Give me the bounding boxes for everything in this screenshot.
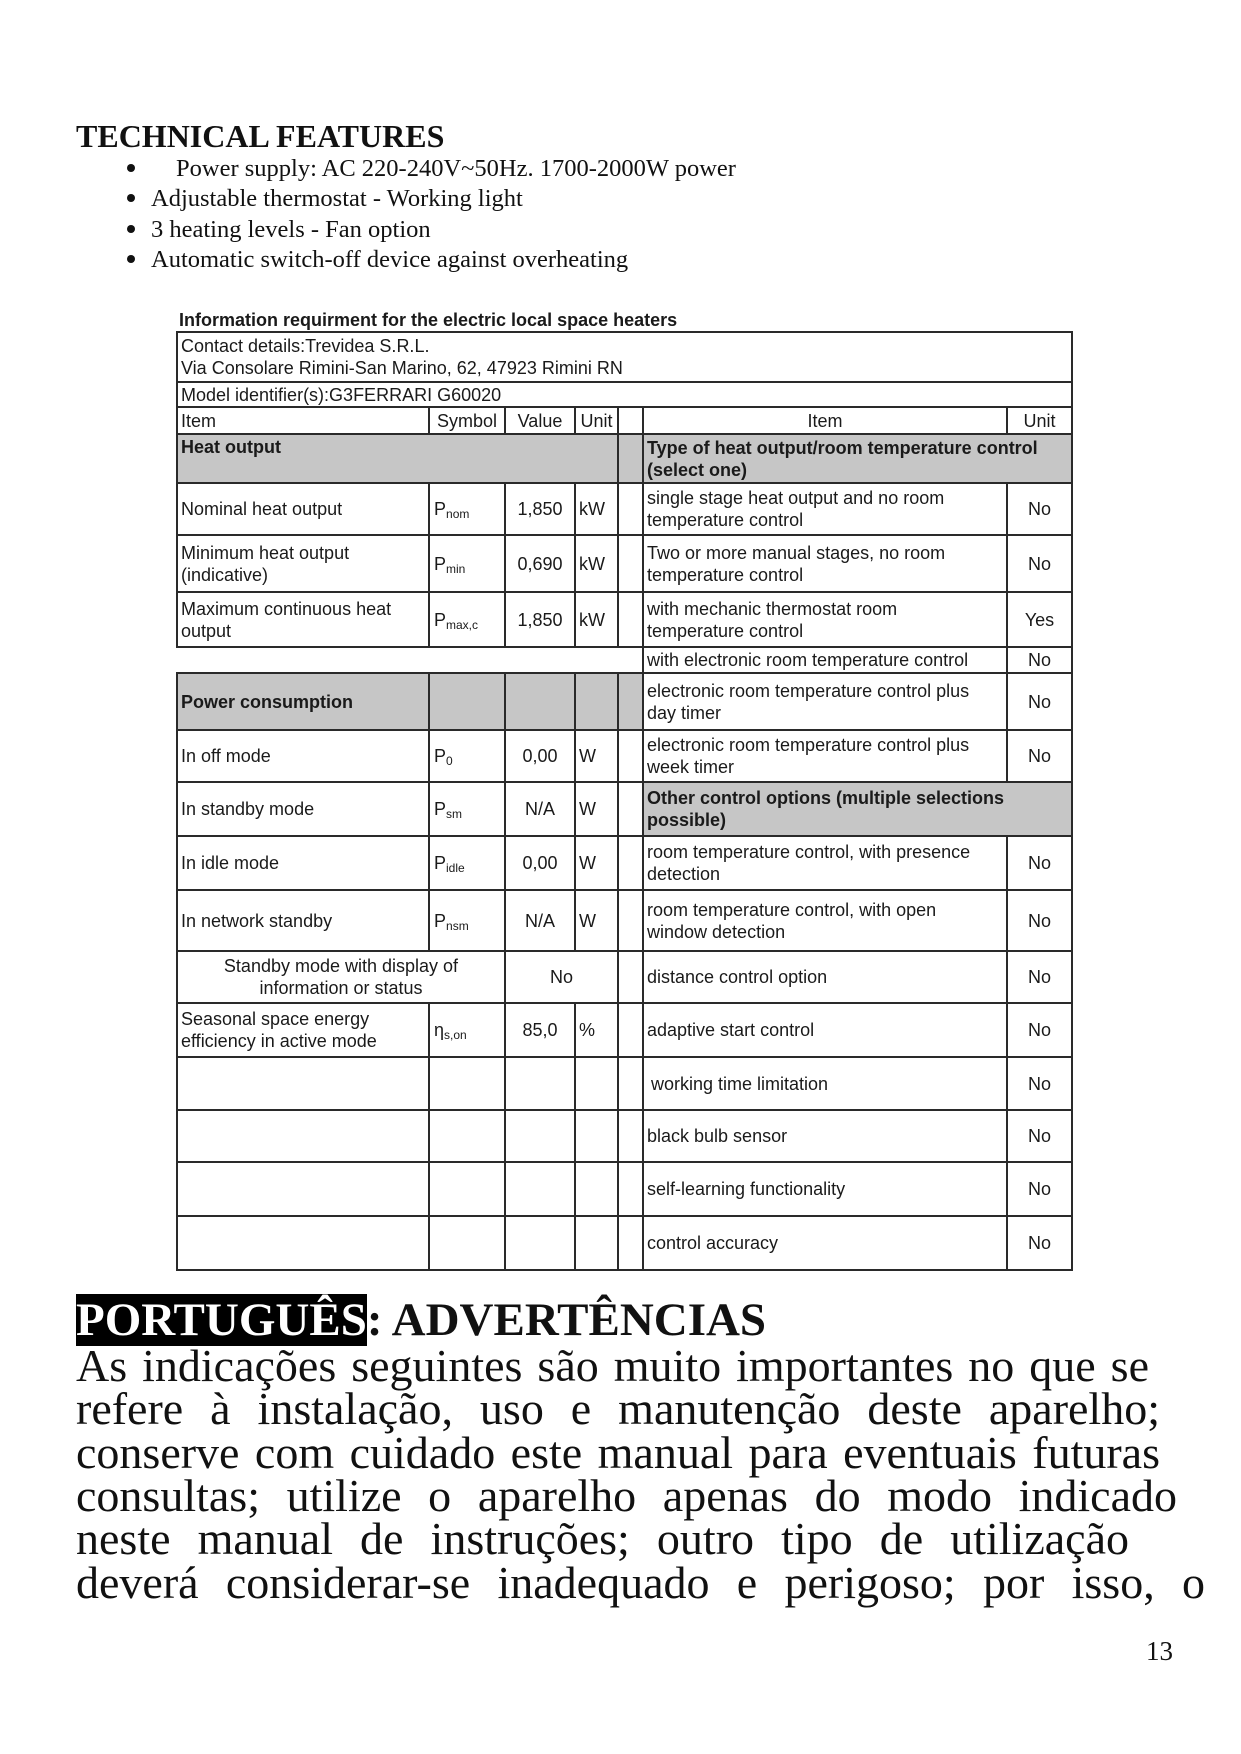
header-item: Item — [177, 407, 429, 434]
value-cell: N/A — [505, 782, 575, 836]
control-item-label: room temperature control, with presence — [647, 842, 971, 862]
empty-cell — [177, 1057, 429, 1110]
symbol-cell — [429, 730, 505, 782]
table-row — [177, 1057, 1072, 1110]
symbol-base: P — [434, 746, 447, 766]
control-item-label: self-learning functionality — [647, 1179, 846, 1199]
control-item-cell — [643, 1110, 1007, 1162]
header-unit: Unit — [575, 407, 618, 434]
control-item-label: week timer — [647, 757, 735, 777]
unit-cell: kW — [575, 483, 618, 535]
control-item-label: window detection — [647, 921, 786, 942]
symbol-subscript: sm — [446, 807, 463, 821]
feature-item — [0, 184, 1100, 214]
control-item-label: working time limitation — [651, 1073, 829, 1094]
control-item-cell — [643, 730, 1007, 782]
control-item-cell — [643, 535, 1007, 592]
item-cell — [177, 836, 429, 890]
empty-cell — [575, 1110, 618, 1162]
language-label: PORTUGUÊS — [76, 1294, 367, 1346]
symbol-cell — [429, 483, 505, 535]
feature-item — [0, 154, 1100, 184]
control-item-cell — [643, 673, 1007, 730]
value-cell: 0,690 — [505, 535, 575, 592]
unit-cell: % — [575, 1003, 618, 1057]
unit-cell: W — [575, 890, 618, 951]
unit-cell: kW — [575, 592, 618, 647]
empty-cell — [505, 673, 575, 730]
control-item-cell — [643, 483, 1007, 535]
control-item-label: black bulb sensor — [647, 1126, 788, 1146]
other-control-title-line: Other control options (multiple selections — [647, 788, 1005, 808]
spacer-cell — [618, 951, 643, 1003]
spacer-cell — [618, 434, 643, 483]
bullet-icon — [127, 225, 135, 233]
value-cell: 85,0 — [505, 1003, 575, 1057]
control-value-cell: No — [1007, 1216, 1072, 1270]
item-label: In network standby — [181, 910, 333, 931]
item-label: (indicative) — [181, 564, 269, 585]
power-consumption-title: Power consumption — [177, 673, 429, 730]
value-cell: 1,850 — [505, 483, 575, 535]
table-row — [177, 535, 1072, 592]
item-cell — [177, 535, 429, 592]
spacer-cell — [618, 1057, 643, 1110]
control-item-cell — [643, 951, 1007, 1003]
value-cell: 0,00 — [505, 730, 575, 782]
control-item-cell — [643, 592, 1007, 647]
warning-text: deverá considerar-se inadequado e perigoso; por isso, o — [76, 1556, 1205, 1608]
item-cell — [177, 592, 429, 647]
table-row — [177, 1216, 1072, 1270]
control-item-cell — [643, 836, 1007, 890]
control-item-label: distance control option — [647, 967, 828, 987]
warning-text-line — [76, 1469, 1177, 1521]
warning-text-line — [76, 1513, 1129, 1565]
feature-text: Adjustable thermostat - Working light — [151, 185, 523, 213]
control-item-label: adaptive start control — [647, 1020, 815, 1040]
control-item-cell — [643, 1216, 1007, 1270]
empty-cell — [575, 1057, 618, 1110]
symbol-cell — [429, 836, 505, 890]
section-row — [177, 434, 1072, 483]
heater-info-table — [176, 331, 1073, 1271]
empty-cell — [429, 1162, 505, 1216]
symbol-subscript: 0 — [446, 754, 453, 768]
control-item-label: control accuracy — [647, 1233, 779, 1253]
unit-cell: kW — [575, 535, 618, 592]
item-label: In off mode — [181, 746, 271, 766]
control-value-cell: Yes — [1007, 592, 1072, 647]
control-item-label: with mechanic thermostat room — [647, 598, 898, 619]
table-row — [177, 483, 1072, 535]
warning-text-line — [76, 1426, 1160, 1478]
spacer-cell — [618, 592, 643, 647]
item-label: output — [181, 620, 232, 641]
other-control-title — [643, 782, 1072, 836]
control-value-cell: No — [1007, 647, 1072, 673]
empty-cell — [505, 1057, 575, 1110]
control-item-label: Two or more manual stages, no room — [647, 542, 946, 563]
control-value-cell: No — [1007, 951, 1072, 1003]
bullet-icon — [127, 255, 135, 263]
feature-item — [0, 215, 1100, 245]
empty-cell — [575, 1162, 618, 1216]
control-item-label: electronic room temperature control plus — [647, 680, 970, 701]
item-cell — [177, 730, 429, 782]
spacer-cell — [618, 1003, 643, 1057]
symbol-cell — [429, 592, 505, 647]
symbol-subscript: s,on — [444, 1028, 467, 1042]
table-row — [177, 647, 1072, 673]
symbol-subscript: idle — [446, 861, 465, 875]
control-item-cell — [643, 1003, 1007, 1057]
blank-gap-cell — [177, 647, 643, 673]
symbol-cell — [429, 782, 505, 836]
control-item-label: temperature control — [647, 620, 804, 641]
unit-cell: W — [575, 836, 618, 890]
table-row — [177, 1003, 1072, 1057]
control-item-label: day timer — [647, 702, 722, 723]
symbol-base: P — [434, 799, 447, 819]
control-value-cell: No — [1007, 535, 1072, 592]
address-line: Via Consolare Rimini-San Marino, 62, 47923 Rimini RN — [181, 358, 623, 378]
contact-line: Contact details:Trevidea S.R.L. — [181, 336, 430, 356]
empty-cell — [177, 1162, 429, 1216]
model-row — [177, 382, 1072, 407]
item-label: In standby mode — [181, 799, 315, 819]
item-label: Nominal heat output — [181, 499, 343, 519]
symbol-base: η — [434, 1020, 445, 1040]
control-item-cell — [643, 1162, 1007, 1216]
item-label: Seasonal space energy — [181, 1009, 370, 1029]
warning-text-line — [76, 1556, 1205, 1608]
table-row — [177, 836, 1072, 890]
warning-text-line — [76, 1383, 1160, 1435]
control-type-title-line: Type of heat output/room temperature control — [647, 437, 1038, 458]
spacer-cell — [618, 730, 643, 782]
control-value-cell: No — [1007, 730, 1072, 782]
technical-features-list — [0, 154, 1100, 275]
spacer-cell — [618, 407, 643, 434]
control-item-label: temperature control — [647, 564, 804, 585]
symbol-subscript: max,c — [446, 617, 479, 632]
symbol-cell — [429, 890, 505, 951]
contact-details-cell — [177, 332, 1072, 382]
warning-text: refere à instalação, uso e manutenção deste aparelho; — [76, 1383, 1160, 1435]
feature-text: Power supply: AC 220-240V~50Hz. 1700-2000W power — [176, 155, 736, 182]
item-label: In idle mode — [181, 853, 280, 873]
technical-features-title: TECHNICAL FEATURES — [76, 118, 445, 154]
feature-item — [0, 245, 1100, 275]
empty-cell — [429, 1057, 505, 1110]
control-item-cell — [643, 890, 1007, 951]
contact-row — [177, 332, 1072, 382]
table-row — [177, 1162, 1072, 1216]
warning-text: consultas; utilize o aparelho apenas do modo indicado — [76, 1469, 1177, 1521]
control-type-title-line: (select one) — [647, 459, 748, 480]
spacer-cell — [618, 1110, 643, 1162]
control-item-label: detection — [647, 864, 721, 884]
item-label: Maximum continuous heat — [181, 598, 392, 619]
control-value-cell: No — [1007, 1057, 1072, 1110]
symbol-base: P — [434, 499, 447, 519]
item-cell — [177, 1003, 429, 1057]
empty-cell — [505, 1216, 575, 1270]
item-label: information or status — [259, 978, 423, 998]
control-item-label: with electronic room temperature control — [647, 650, 969, 670]
control-item-label: room temperature control, with open — [647, 899, 937, 920]
control-value-cell: No — [1007, 673, 1072, 730]
symbol-cell — [429, 535, 505, 592]
spacer-cell — [618, 836, 643, 890]
empty-cell — [505, 1162, 575, 1216]
warning-text-line — [76, 1340, 1149, 1391]
table-row — [177, 730, 1072, 782]
table-row — [177, 592, 1072, 647]
model-identifier-cell: Model identifier(s):G3FERRARI G60020 — [177, 382, 1072, 407]
standby-display-value: No — [505, 951, 618, 1003]
table-row — [177, 1110, 1072, 1162]
table-row — [177, 782, 1072, 836]
empty-cell — [429, 1110, 505, 1162]
standby-display-cell — [177, 951, 505, 1003]
control-value-cell: No — [1007, 1110, 1072, 1162]
table-row — [177, 890, 1072, 951]
spacer-cell — [618, 673, 643, 730]
header-control-unit: Unit — [1007, 407, 1072, 434]
warning-text: neste manual de instruções; outro tipo de utilização — [76, 1513, 1129, 1565]
spacer-cell — [618, 1162, 643, 1216]
empty-cell — [575, 1216, 618, 1270]
symbol-subscript: min — [446, 561, 466, 576]
heat-output-title: Heat output — [177, 434, 618, 483]
control-value-cell: No — [1007, 890, 1072, 951]
item-label: Standby mode with display of — [223, 956, 459, 976]
spacer-cell — [618, 483, 643, 535]
unit-cell: W — [575, 730, 618, 782]
feature-text: Automatic switch-off device against overheating — [151, 245, 629, 273]
empty-cell — [429, 1216, 505, 1270]
symbol-subscript: nsm — [446, 918, 469, 933]
value-cell: N/A — [505, 890, 575, 951]
control-item-cell — [643, 1057, 1007, 1110]
warning-text: As indicações seguintes são muito importantes no que se — [76, 1340, 1149, 1391]
table-caption: Information requirment for the electric local space heaters — [179, 310, 678, 330]
control-value-cell: No — [1007, 1003, 1072, 1057]
symbol-base: P — [434, 553, 447, 574]
symbol-base: P — [434, 853, 447, 873]
header-control-item: Item — [643, 407, 1007, 434]
section-row — [177, 673, 1072, 730]
control-value-cell: No — [1007, 483, 1072, 535]
control-type-title — [643, 434, 1072, 483]
value-cell: 1,850 — [505, 592, 575, 647]
item-cell — [177, 782, 429, 836]
empty-cell — [177, 1216, 429, 1270]
symbol-subscript: nom — [446, 507, 470, 521]
spacer-cell — [618, 782, 643, 836]
control-value-cell: No — [1007, 1162, 1072, 1216]
control-item-label: electronic room temperature control plus — [647, 735, 970, 755]
item-label: Minimum heat output — [181, 542, 350, 563]
symbol-cell — [429, 1003, 505, 1057]
warnings-heading — [76, 1294, 767, 1346]
page-number: 13 — [1146, 1636, 1173, 1666]
symbol-base: P — [434, 609, 447, 630]
warnings-title: : ADVERTÊNCIAS — [366, 1294, 767, 1346]
warning-text: conserve com cuidado este manual para eventuais futuras — [76, 1426, 1160, 1478]
empty-cell — [177, 1110, 429, 1162]
control-item-cell — [643, 647, 1007, 673]
empty-cell — [575, 673, 618, 730]
empty-cell — [505, 1110, 575, 1162]
symbol-base: P — [434, 910, 447, 931]
header-row — [177, 407, 1072, 434]
control-item-label: temperature control — [647, 510, 804, 530]
other-control-title-line: possible) — [647, 810, 727, 830]
control-item-label: single stage heat output and no room — [647, 488, 945, 508]
item-cell — [177, 483, 429, 535]
control-value-cell: No — [1007, 836, 1072, 890]
item-cell — [177, 890, 429, 951]
bullet-icon — [127, 194, 135, 202]
spacer-cell — [618, 890, 643, 951]
feature-text: 3 heating levels - Fan option — [151, 215, 431, 243]
header-value: Value — [505, 407, 575, 434]
unit-cell: W — [575, 782, 618, 836]
empty-cell — [429, 673, 505, 730]
spacer-cell — [618, 1216, 643, 1270]
value-cell: 0,00 — [505, 836, 575, 890]
spacer-cell — [618, 535, 643, 592]
table-row — [177, 951, 1072, 1003]
item-label: efficiency in active mode — [181, 1031, 377, 1051]
header-symbol: Symbol — [429, 407, 505, 434]
bullet-icon — [127, 164, 135, 172]
